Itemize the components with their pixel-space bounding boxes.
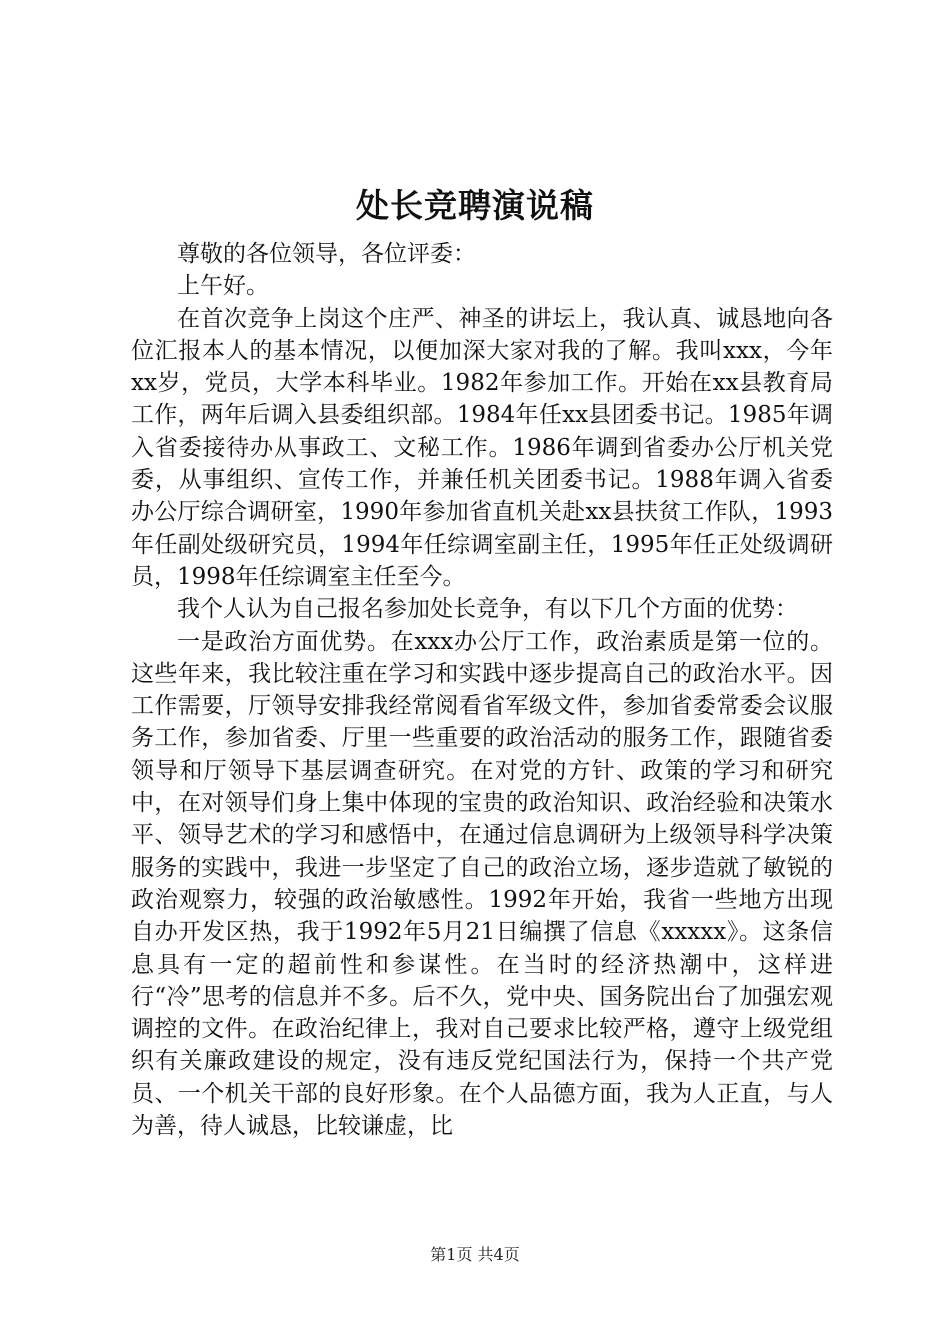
greeting: 上午好。 [177, 273, 269, 300]
salutation: 尊敬的各位领导，各位评委： [177, 241, 476, 267]
paragraph-introduction: 在首次竞争上岗这个庄严、神圣的讲坛上，我认真、诚恳地向各位汇报本人的基本情况，以便加深大家对我的了解。我叫xxx，今年xx岁，党员，大学本科毕业。1982年参加工作。开始在xx县教育局工作，两年后调入县委组织部。1984年任xx县团委书记。1985年调入省委接待办从事政工、文秘工作。1986年调到省委办公厅机关党委，从事组织、宣传工作，并兼任机关团委书记。1988年调入省委办公厅综合调研室，1990年参加省直机关赴xx县扶贫工作队，1993年任副处级研究员，1994年任综调室副主任，1995年任正处级调研员，1998年任综调室主任至今。 [131, 305, 833, 590]
page-number-footer: 第1页 共4页 [430, 1245, 520, 1264]
document-body [131, 238, 833, 1142]
paragraph-political-advantage: 一是政治方面优势。在xxx办公厅工作，政治素质是第一位的。这些年来，我比较注重在学习和实践中逐步提高自己的政治水平。因工作需要，厅领导安排我经常阅看省军级文件，参加省委常委会议服务工作，参加省委、厅里一些重要的政治活动的服务工作，跟随省委领导和厅领导下基层调查研究。在对党的方针、政策的学习和研究中，在对领导们身上集中体现的宝贵的政治知识、政治经验和决策水平、领导艺术的学习和感悟中，在通过信息调研为上级领导科学决策服务的实践中，我进一步坚定了自己的政治立场，逐步造就了敏锐的政治观察力，较强的政治敏感性。1992年开始，我省一些地方出现自办开发区热，我于1992年5月21日编撰了信息《xxxxx》。这条信息具有一定的超前性和参谋性。在当时的经济热潮中，这样进行“冷”思考的信息并不多。后不久，党中央、国务院出台了加强宏观调控的文件。在政治纪律上，我对自己要求比较严格，遵守上级党组织有关廉政建设的规定，没有违反党纪国法行为，保持一个共产党员、一个机关干部的良好形象。在个人品德方面，我为人正直，与人为善，待人诚恳，比较谦虚，比 [131, 628, 833, 1140]
paragraph-advantages-intro: 我个人认为自己报名参加处长竞争，有以下几个方面的优势： [177, 596, 798, 623]
document-title: 处长竞聘演说稿 [356, 186, 594, 225]
